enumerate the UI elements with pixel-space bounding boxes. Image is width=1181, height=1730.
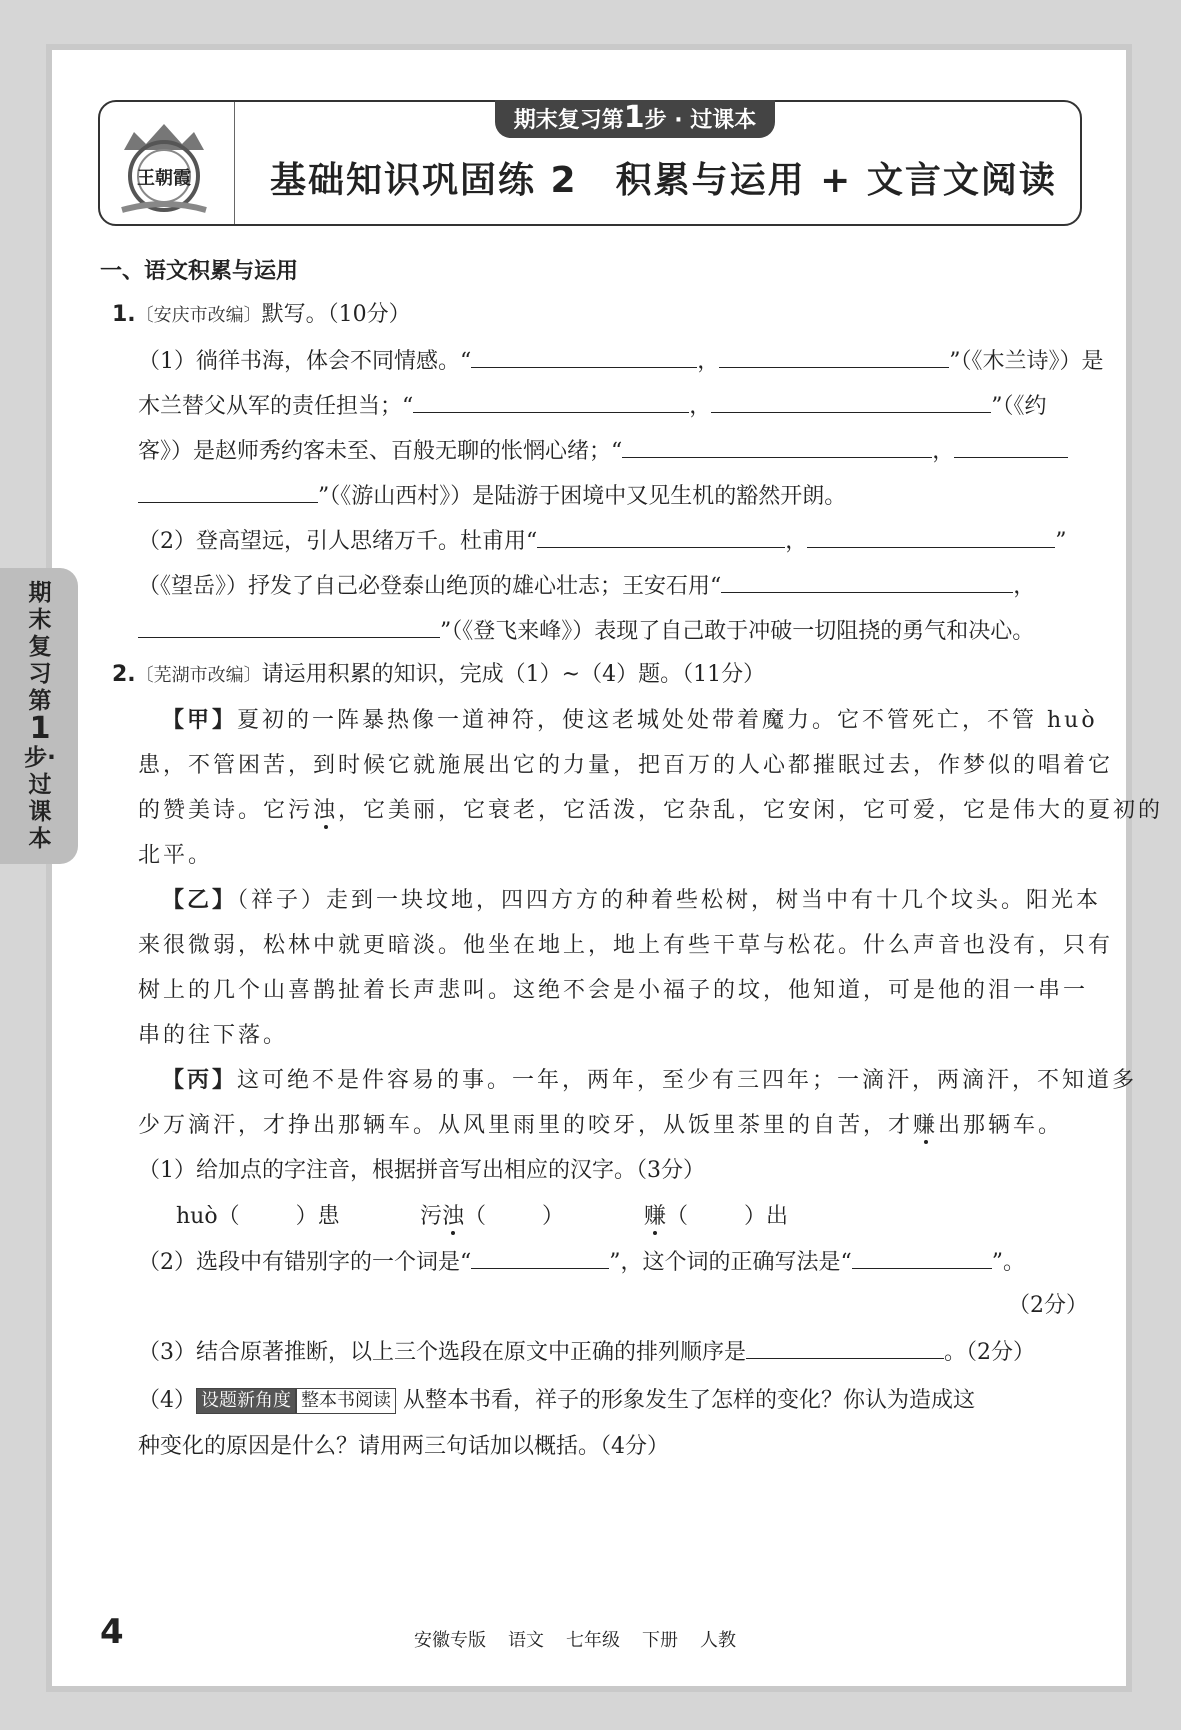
passage-bing-line: 少万滴汗，才挣出那辆车。从风里雨里的咬牙，从饭里茶里的自苦，才赚出那辆车。 [138,1113,1064,1138]
passage-jia-line: 患，不管困苦，到时候它就施展出它的力量，把百万的人心都摧眠过去，作梦似的唱着它 [138,753,1114,778]
passage-jia-line: 的赞美诗。它污浊，它美丽，它衰老，它活泼，它杂乱，它安闲，它可爱，它是伟大的夏初的 [138,798,1164,823]
subq-3: （3）结合原著推断，以上三个选段在原文中正确的排列顺序是 。（2分） [138,1336,1035,1368]
passage-jia-line: 【甲】夏初的一阵暴热像一道神符，使这老城处处带着魔力。它不管死亡，不管 huò [162,708,1098,733]
page-title: 基础知识巩固练 2 积累与运用 + 文言文阅读 [270,160,1057,201]
answer-blank[interactable] [622,435,932,458]
passage-yi-line: 来很微弱，松林中就更暗淡。他坐在地上，地上有些干草与松花。什么声音也没有，只有 [138,933,1114,958]
pinyin-item-3: 赚（ ）出 [644,1201,788,1232]
subq-1: （1）给加点的字注音，根据拼音写出相应的汉字。（3分） [138,1158,705,1183]
answer-blank[interactable] [721,570,1013,593]
q1-line-3: 客》）是赵师秀约客未至、百般无聊的怅惘心绪；“ ， [138,435,1068,467]
passage-jia-line: 北平。 [138,843,214,868]
answer-blank[interactable] [746,1336,944,1359]
page-number: 4 [100,1612,124,1652]
answer-blank[interactable] [807,525,1055,548]
badge-whole-book: 整本书阅读 [296,1388,396,1414]
q1-line-4: ”（《游山西村》）是陆游于困境中又见生机的豁然开朗。 [138,480,846,512]
pinyin-item-2: 污浊（ ） [420,1201,564,1232]
answer-blank[interactable] [138,480,318,503]
header-divider [234,102,235,224]
subq-2-score: （2分） [1008,1293,1088,1318]
passage-bing-line: 【丙】这可绝不是件容易的事。一年，两年，至少有三四年；一滴汗，两滴汗，不知道多 [162,1068,1138,1093]
badge-new-angle: 设题新角度 [196,1388,296,1414]
answer-blank[interactable] [711,390,991,413]
q1-line-6: （《望岳》）抒发了自己必登泰山绝顶的雄心壮志；王安石用“ ， [138,570,1035,602]
answer-blank[interactable] [719,345,949,368]
answer-blank[interactable] [240,1201,296,1223]
subq-2: （2）选段中有错别字的一个词是“ ”，这个词的正确写法是“ ”。 [138,1246,1025,1278]
section-heading: 一、语文积累与运用 [100,259,299,284]
header-tab: 期末复习第1步 · 过课本 [495,100,775,138]
logo-emblem-icon [114,110,214,218]
pinyin-item-1: huò（ ）患 [176,1201,340,1232]
subq-4: （4） 设题新角度 整本书阅读 从整本书看，祥子的形象发生了怎样的变化？你认为造成这 [138,1388,976,1413]
answer-blank[interactable] [471,1246,609,1269]
passage-yi-line: 【乙】（祥子）走到一块坟地，四四方方的种着些松树，树当中有十几个坟头。阳光本 [162,888,1102,913]
q1-line-7: ”（《登飞来峰》）表现了自己敢于冲破一切阻挠的勇气和决心。 [138,615,1034,647]
answer-blank[interactable] [688,1201,744,1223]
q1-prompt: 1.〔安庆市改编〕默写。（10分） [112,302,411,327]
answer-blank[interactable] [486,1201,542,1223]
answer-blank[interactable] [852,1246,992,1269]
answer-blank[interactable] [537,525,785,548]
answer-blank[interactable] [471,345,697,368]
svg-text:王朝霞: 王朝霞 [137,168,191,189]
answer-blank[interactable] [954,435,1068,458]
passage-yi-line: 串的往下落。 [138,1023,289,1048]
q2-prompt: 2.〔芜湖市改编〕请运用积累的知识，完成（1）~（4）题。（11分） [112,662,766,687]
header-box [98,100,1082,226]
answer-blank[interactable] [413,390,689,413]
answer-blank[interactable] [138,615,440,638]
passage-yi-line: 树上的几个山喜鹊扯着长声悲叫。这绝不会是小福子的坟，他知道，可是他的泪一串一 [138,978,1089,1003]
side-chapter-tab: 期末复习第 1 步·过课本 [0,568,78,864]
footer-info: 安徽专版 语文 七年级 下册 人教 [414,1630,736,1651]
q1-line-1: （1）徜徉书海，体会不同情感。“ ， ”（《木兰诗》）是 [138,345,1104,377]
q1-line-2: 木兰替父从军的责任担当；“ ， ”（《约 [138,390,1047,422]
subq-4-cont: 种变化的原因是什么？请用两三句话加以概括。（4分） [138,1434,669,1459]
q1-line-5: （2）登高望远，引人思绪万千。杜甫用“ ， ” [138,525,1067,557]
